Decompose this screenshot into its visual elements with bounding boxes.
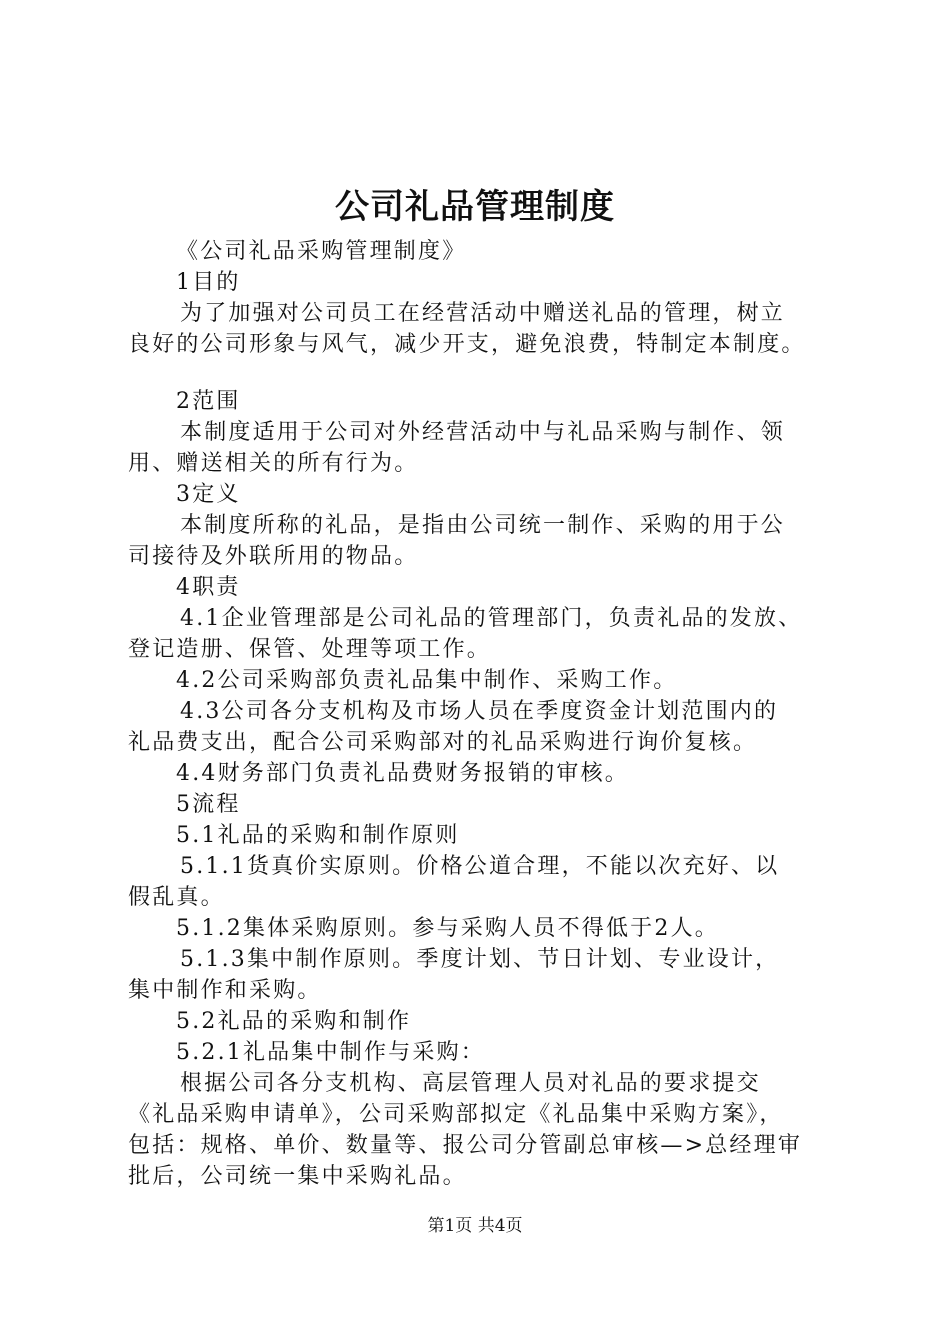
paragraph-line: 5.1.2集体采购原则。参与采购人员不得低于2人。: [176, 916, 719, 941]
paragraph-line: 4.2公司采购部负责礼品集中制作、采购工作。: [176, 668, 678, 693]
subsection-heading: 5.2礼品的采购和制作: [176, 1009, 412, 1034]
paragraph-line: 4.4财务部门负责礼品费财务报销的审核。: [176, 761, 629, 786]
paragraph-line: 假乱真。: [128, 885, 225, 910]
paragraph-line: 用、赠送相关的所有行为。: [128, 451, 419, 476]
subsection-heading: 5.2.1礼品集中制作与采购：: [176, 1040, 485, 1065]
paragraph-line: 批后，公司统一集中采购礼品。: [128, 1164, 467, 1189]
document-body: [128, 236, 838, 1192]
paragraph-line: 本制度所称的礼品，是指由公司统一制作、采购的用于公: [180, 513, 786, 538]
paragraph-line: 《礼品采购申请单》，公司采购部拟定《礼品集中采购方案》，: [128, 1102, 784, 1127]
section-heading: 2范围: [176, 389, 241, 414]
paragraph-line: 5.1.3集中制作原则。季度计划、节日计划、专业设计，: [180, 947, 780, 972]
paragraph-line: 良好的公司形象与风气，减少开支，避免浪费，特制定本制度。: [128, 332, 806, 357]
section-heading: 4职责: [176, 575, 241, 600]
paragraph-gap: [128, 360, 838, 386]
paragraph-line: 4.3公司各分支机构及市场人员在季度资金计划范围内的: [180, 699, 779, 724]
document-title: 公司礼品管理制度: [335, 187, 615, 227]
section-heading: 1目的: [176, 270, 241, 295]
paragraph-line: 5.1.1货真价实原则。价格公道合理，不能以次充好、以: [180, 854, 780, 879]
paragraph-line: 集中制作和采购。: [128, 978, 322, 1003]
paragraph-line: 包括：规格、单价、数量等、报公司分管副总审核—>总经理审: [128, 1133, 803, 1158]
paragraph-line: 礼品费支出，配合公司采购部对的礼品采购进行询价复核。: [128, 730, 758, 755]
subtitle-line: 《公司礼品采购管理制度》: [176, 239, 467, 264]
subsection-heading: 5.1礼品的采购和制作原则: [176, 823, 460, 848]
paragraph-line: 登记造册、保管、处理等项工作。: [128, 637, 492, 662]
paragraph-line: 4.1企业管理部是公司礼品的管理部门，负责礼品的发放、: [180, 606, 803, 631]
paragraph-line: 为了加强对公司员工在经营活动中赠送礼品的管理，树立: [180, 301, 786, 326]
section-heading: 3定义: [176, 482, 241, 507]
paragraph-line: 本制度适用于公司对外经营活动中与礼品采购与制作、领: [180, 420, 786, 445]
section-heading: 5流程: [176, 792, 241, 817]
paragraph-line: 根据公司各分支机构、高层管理人员对礼品的要求提交: [180, 1071, 761, 1096]
page-footer: 第1页 共4页: [427, 1216, 523, 1236]
paragraph-line: 司接待及外联所用的物品。: [128, 544, 419, 569]
